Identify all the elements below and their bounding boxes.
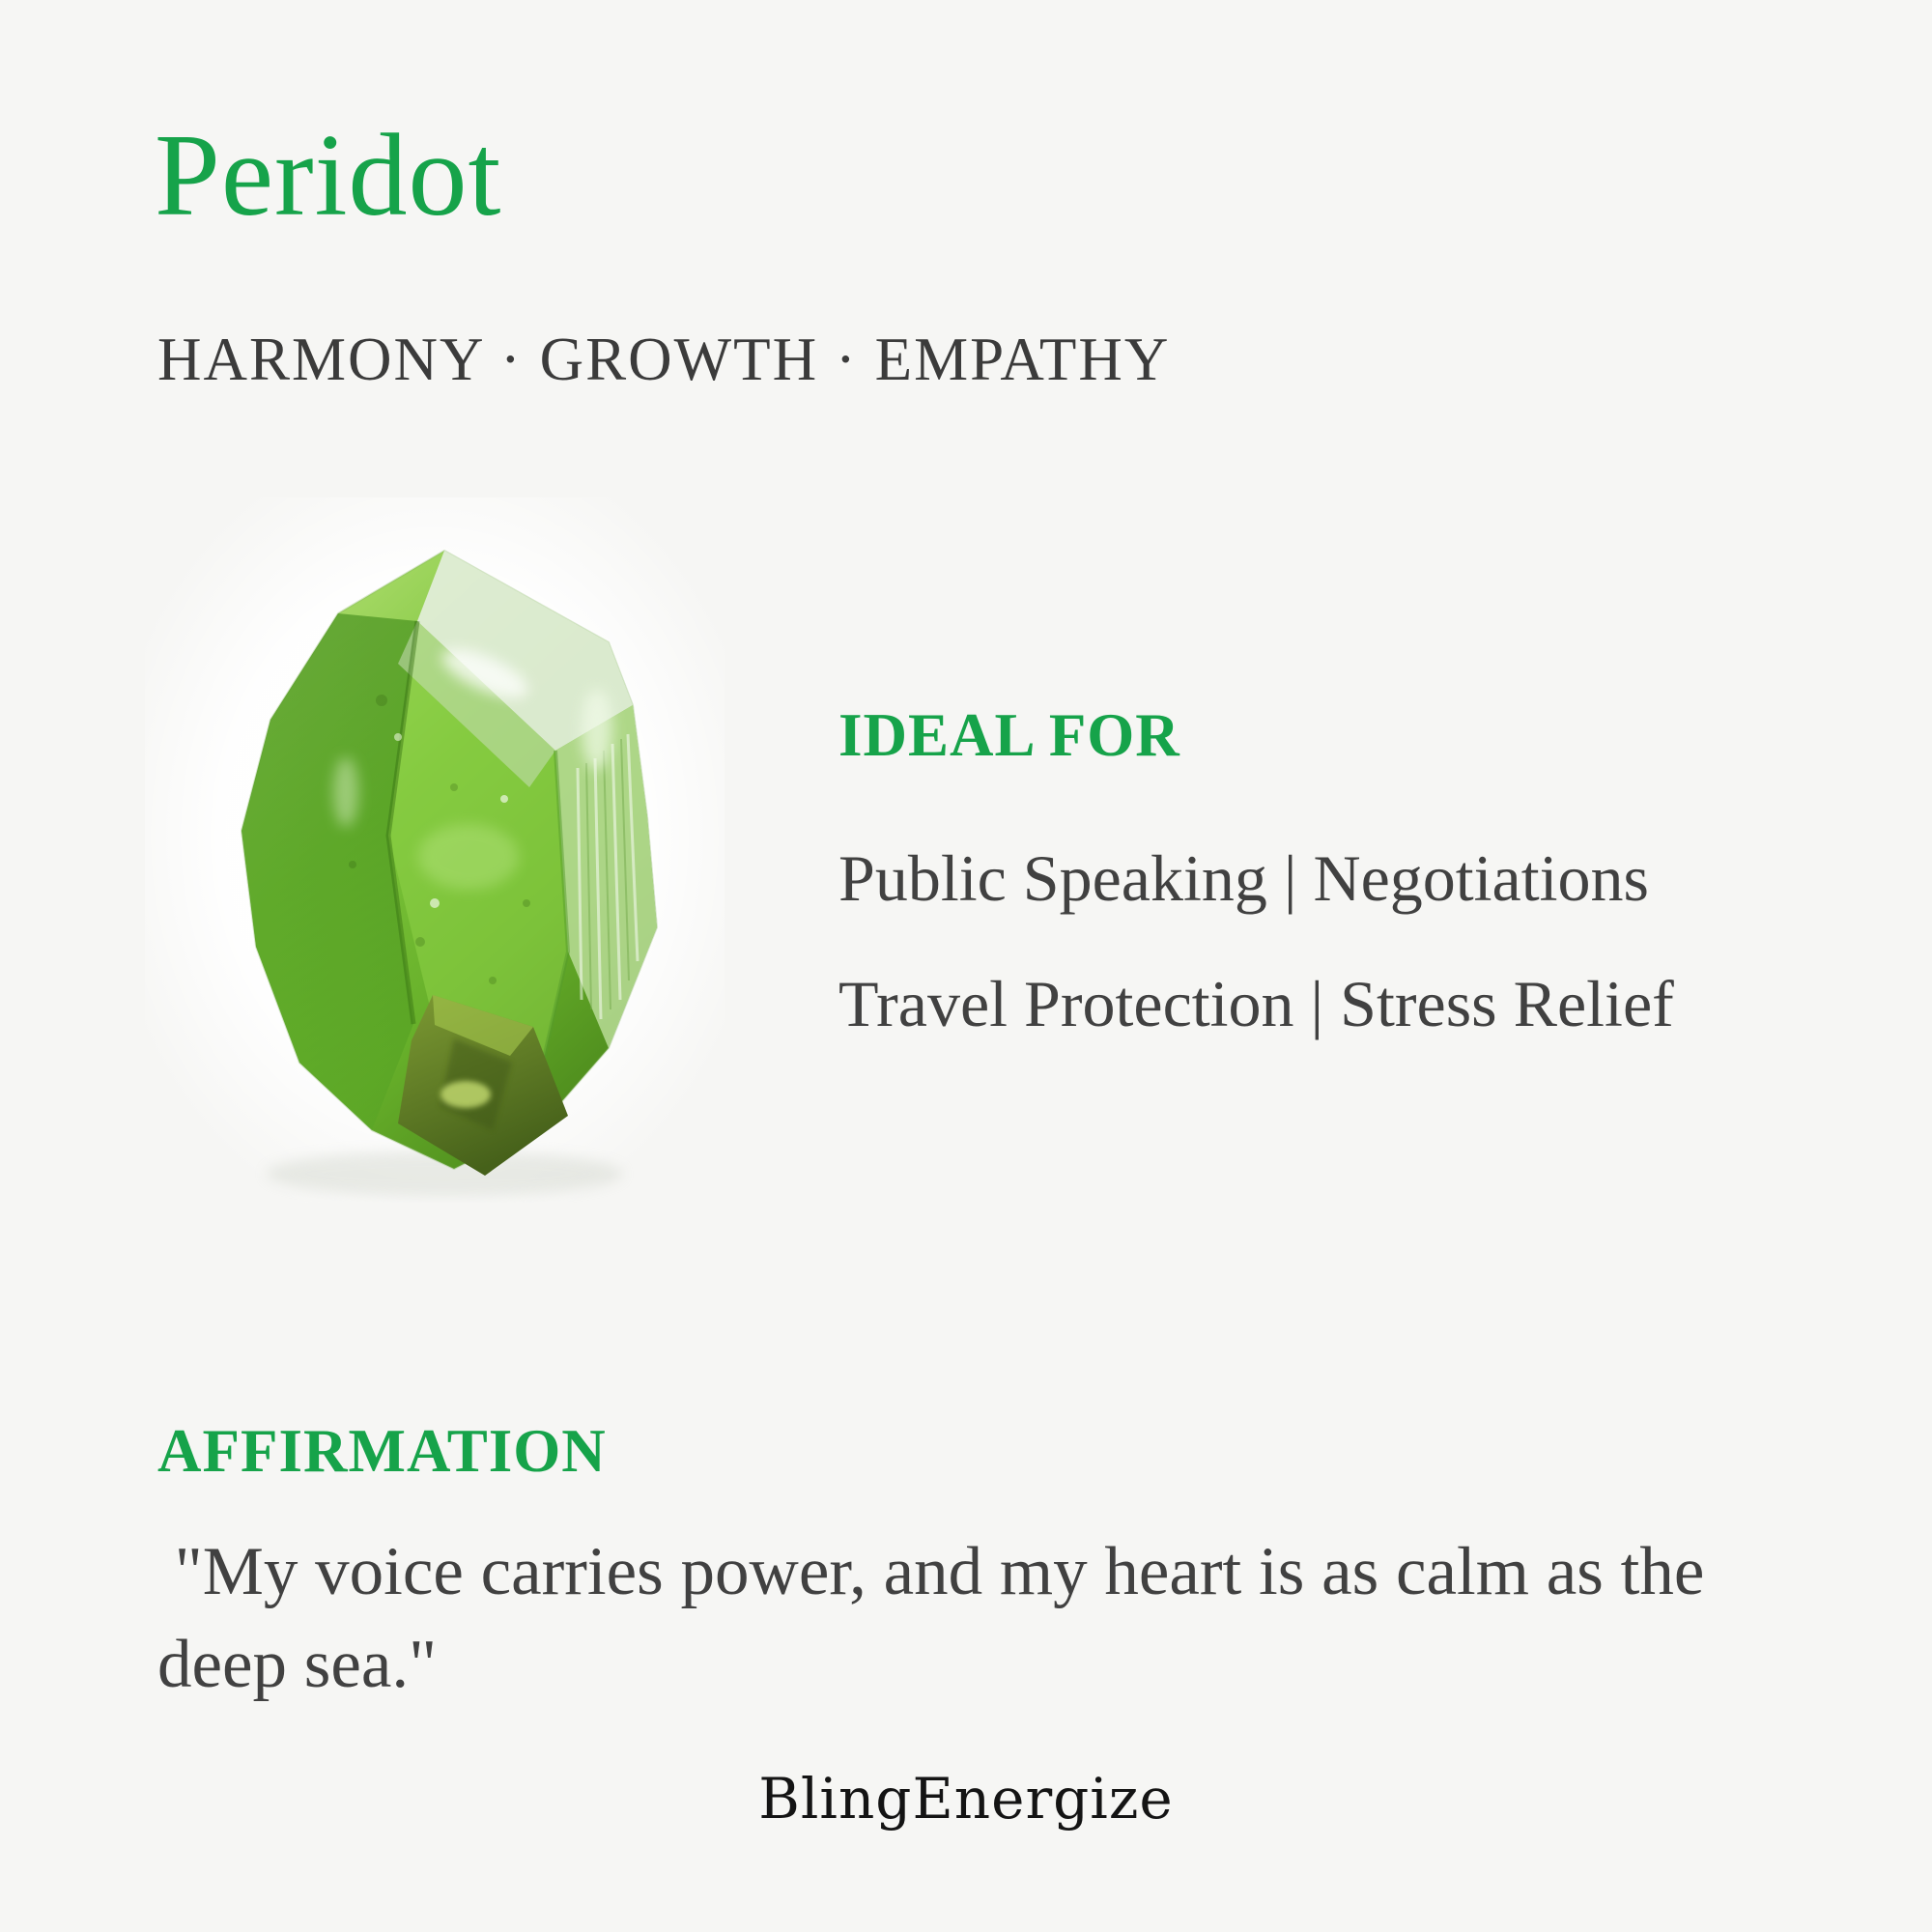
brand-logo-text: BlingEnergize [758, 1766, 1174, 1832]
keywords-line: HARMONY · GROWTH · EMPATHY [157, 326, 1171, 393]
ideal-for-line-1: Public Speaking | Negotiations [838, 841, 1649, 916]
sparkle [394, 733, 402, 741]
peridot-crystal-image [145, 497, 724, 1203]
ideal-for-line-2: Travel Protection | Stress Relief [838, 967, 1674, 1041]
ideal-for-heading: IDEAL FOR [838, 701, 1180, 769]
sparkle [500, 795, 508, 803]
ideal-for-lines [838, 815, 1853, 1066]
glint [582, 689, 612, 770]
affirmation-quote [157, 1525, 1896, 1711]
inner-light [418, 824, 519, 890]
affirmation-quote-line-1: "My voice carries power, and my heart is as calm as the [157, 1534, 1705, 1610]
crystal-illustration [145, 497, 724, 1203]
affirmation-heading: AFFIRMATION [157, 1417, 607, 1485]
ideal-for-section [838, 702, 1853, 1066]
page-title: Peridot [155, 110, 502, 241]
sparkle [430, 898, 440, 908]
affirmation-quote-line-2: deep sea." [157, 1627, 438, 1703]
chunk-glint [440, 1081, 491, 1108]
affirmation-section [157, 1418, 1896, 1711]
glint [333, 757, 358, 827]
